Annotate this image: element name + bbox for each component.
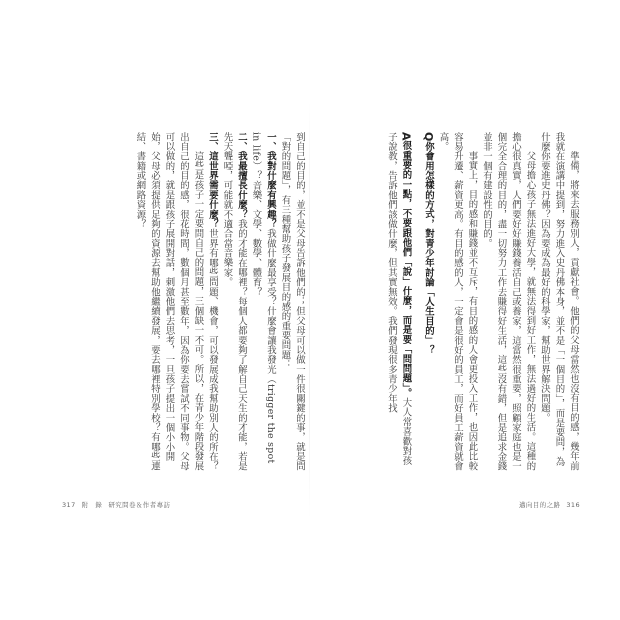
right-running-title: 邁向目的之路 [518,501,561,509]
gutter-shadow [309,100,310,520]
list-item-title: 我最擅長什麼？ [236,151,247,220]
list-number: 二、 [236,132,247,152]
left-paragraph-1: 到自己的目的，並不是父母告訴他們的；但父母可以做一件很關鍵的事，就是問「對的問題」，有三種幫助孩子發展目的感的重要問題： [279,132,305,472]
list-item-body: 我的才能在哪裡？每個人都要夠了解自己天生的才能，若是先天聾啞，可能就不適合當音樂家。 [221,132,247,472]
answer-block [384,132,413,472]
left-running-title: 研究問卷＆作者專訪 [108,501,171,509]
right-paragraph-1: 準備，將來去服務別人，貢獻社會。他們的父母當然也沒有目的感，幾年前我就在演講中提到，努力進入史丹佛本身，並不是「一個目的」，而是要問，為什麼你要進史丹佛？因為要成為最好的科學家，幫助世界解決問題。 [539,132,579,471]
right-page-text [330,132,580,472]
list-item-title: 這世界需要什麼？ [207,151,218,229]
answer-mark-label: A [399,132,413,141]
left-page-number: 317 [62,501,76,509]
list-number: 一、 [265,132,276,152]
list-item-body: 世界有哪些問題、機會，可以發展成我幫助別人的所在？ [207,228,218,472]
question-block [421,132,436,472]
left-section-label: 附 錄 [81,501,103,509]
right-paragraph-3: 事實上，目的感和賺錢並不互斥，有目的感的人會更投入工作，也因此比較容易升遷、薪資更高。有目的感的人，一定會是很好的員工，而好員工薪資就會高。 [437,132,478,472]
right-paragraph-2: 父母擔心孩子無法進好大學，就無法得到好工作，無法過好的生活。這種的擔心很真實，人們要好好賺錢養活自己或養家，這當然很重要，照顧家庭也是一個完全合理的目的，盡一切努力工作去賺得好生活，這些沒有錯，但是追求金錢並非一個有建設性的目的。 [481,132,536,472]
right-footer [519,500,580,509]
list-item-world-need [205,132,220,472]
left-footer [62,500,170,509]
question-text: 你會用怎樣的方式，對青少年討論「人生目的」？ [423,141,434,355]
question-mark-label: Q [422,132,435,142]
answer-body-text: 大人常喜歡對孩子說教，告訴他們該做什麼，但其實無效。我們發現很多青少年找 [386,132,412,466]
left-paragraph-2: 這些是孩子一定要問自己的問題，三個缺一不可。所以，在青少年階段發展出自己的目的感，很花時間，數個月甚至數年，因為你要去嘗試不同事物。父母可以做的，就是跟孩子展開對話，刺激他們去思考，一旦孩子提出一個小小開始，父母必須提供足夠的資源去幫助他繼續發展，要去哪裡特別學校？有哪些連結、書籍或網路資源？ [134,132,204,472]
list-number: 三、 [207,132,218,152]
answer-bold-text: 很重要的一點，不要跟他們「說」什麼，而是要「問問題」。 [400,140,412,398]
left-page-text [64,132,306,472]
list-item-title: 我對什麼有興趣？ [265,151,276,229]
right-page-number: 316 [566,501,580,509]
list-item-strength [219,132,248,472]
list-item-interest [248,132,277,472]
list-item-body: 我做什麼最享受？什麼會讓我發光（trigger the spot in life）？音樂、文學、數學、體育？ [250,132,276,464]
